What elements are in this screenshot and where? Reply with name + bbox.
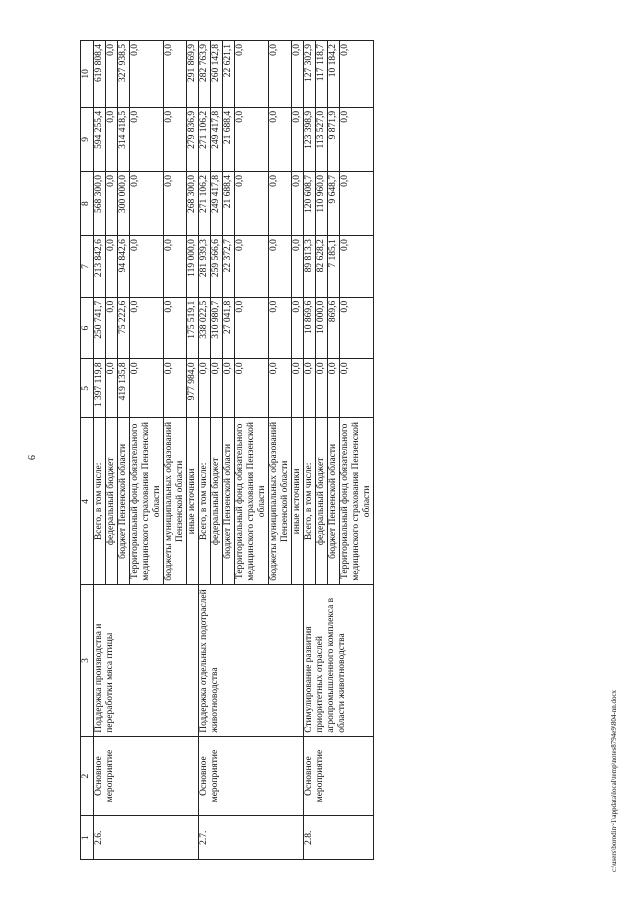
- col-header: 3: [81, 585, 94, 736]
- amount-cell: 279 836,9: [187, 107, 199, 171]
- amount-cell: 0,0: [164, 41, 187, 108]
- funding-source: бюджеты муниципальных образований Пензенской области: [269, 418, 292, 585]
- col-header: 2: [81, 736, 94, 816]
- amount-cell: 338 022,5: [199, 297, 211, 359]
- amount-cell: 300 000,0: [118, 172, 130, 236]
- amount-cell: 7 185,1: [328, 236, 340, 298]
- amount-cell: 0,0: [235, 359, 269, 418]
- amount-cell: 0,0: [130, 359, 164, 418]
- amount-cell: 977 984,0: [187, 359, 199, 418]
- amount-cell: 0,0: [164, 107, 187, 171]
- amount-cell: 250 741,7: [94, 297, 106, 359]
- amount-cell: 0,0: [130, 236, 164, 298]
- funding-source: Всего, в том числе:: [94, 418, 106, 585]
- amount-cell: 113 527,0: [316, 107, 328, 171]
- amount-cell: 0,0: [235, 297, 269, 359]
- amount-cell: 117 118,7: [316, 41, 328, 108]
- amount-cell: 213 842,6: [94, 236, 106, 298]
- amount-cell: 0,0: [223, 359, 235, 418]
- funding-source: иные источники: [292, 418, 304, 585]
- rotated-page: [80, 40, 374, 860]
- amount-cell: 10 869,6: [304, 297, 316, 359]
- table-body: [94, 41, 374, 860]
- amount-cell: 0,0: [340, 236, 374, 298]
- amount-cell: 89 813,3: [304, 236, 316, 298]
- amount-cell: 268 300,0: [187, 172, 199, 236]
- funding-source: Территориальный фонд обязательного медицинского страхования Пензенской области: [340, 418, 374, 585]
- amount-cell: 127 302,9: [304, 41, 316, 108]
- amount-cell: 0,0: [269, 172, 292, 236]
- funding-source: федеральный бюджет: [106, 418, 118, 585]
- amount-cell: 9 648,7: [328, 172, 340, 236]
- amount-cell: 419 135,8: [118, 359, 130, 418]
- amount-cell: 21 688,4: [223, 172, 235, 236]
- amount-cell: 0,0: [292, 172, 304, 236]
- file-path: c:\users\borodin~1\appdata\local\temp\notes8794e9\804-nn.docx: [610, 689, 618, 872]
- row-name: Поддержка отдельных подотраслей животноводства: [199, 585, 304, 736]
- amount-cell: 0,0: [340, 107, 374, 171]
- row-type: Основное мероприятие: [94, 736, 199, 816]
- amount-cell: 21 688,4: [223, 107, 235, 171]
- amount-cell: 22 621,1: [223, 41, 235, 108]
- row-type: Основное мероприятие: [304, 736, 374, 816]
- amount-cell: 0,0: [106, 359, 118, 418]
- amount-cell: 175 519,1: [187, 297, 199, 359]
- amount-cell: 0,0: [328, 359, 340, 418]
- amount-cell: 0,0: [164, 297, 187, 359]
- amount-cell: 120 608,7: [304, 172, 316, 236]
- amount-cell: 259 566,6: [211, 236, 223, 298]
- page-number: 9: [25, 455, 36, 460]
- amount-cell: 0,0: [235, 107, 269, 171]
- amount-cell: 0,0: [130, 297, 164, 359]
- amount-cell: 0,0: [106, 41, 118, 108]
- amount-cell: 619 808,4: [94, 41, 106, 108]
- amount-cell: 0,0: [106, 297, 118, 359]
- amount-cell: 0,0: [340, 359, 374, 418]
- amount-cell: 291 869,9: [187, 41, 199, 108]
- funding-source: федеральный бюджет: [211, 418, 223, 585]
- amount-cell: 22 372,7: [223, 236, 235, 298]
- table-row: [304, 41, 316, 860]
- amount-cell: 568 300,0: [94, 172, 106, 236]
- row-number: 2.6.: [94, 816, 199, 860]
- col-header: 10: [81, 41, 94, 108]
- amount-cell: 327 938,5: [118, 41, 130, 108]
- funding-source: Всего, в том числе:: [304, 418, 316, 585]
- amount-cell: 594 255,4: [94, 107, 106, 171]
- funding-source: бюджет Пензенской области: [118, 418, 130, 585]
- funding-source: бюджет Пензенской области: [328, 418, 340, 585]
- row-name: Поддержка производства и переработки мяса птицы: [94, 585, 199, 736]
- amount-cell: 0,0: [292, 236, 304, 298]
- funding-source: Всего, в том числе:: [199, 418, 211, 585]
- funding-table: [80, 40, 374, 860]
- amount-cell: 9 871,9: [328, 107, 340, 171]
- amount-cell: 281 939,3: [199, 236, 211, 298]
- amount-cell: 0,0: [106, 172, 118, 236]
- amount-cell: 271 106,2: [199, 172, 211, 236]
- amount-cell: 0,0: [130, 107, 164, 171]
- amount-cell: 0,0: [106, 107, 118, 171]
- amount-cell: 0,0: [164, 236, 187, 298]
- amount-cell: 869,6: [328, 297, 340, 359]
- amount-cell: 0,0: [269, 236, 292, 298]
- amount-cell: 27 041,8: [223, 297, 235, 359]
- col-header: 6: [81, 297, 94, 359]
- amount-cell: 0,0: [235, 41, 269, 108]
- amount-cell: 110 960,0: [316, 172, 328, 236]
- amount-cell: 82 628,2: [316, 236, 328, 298]
- amount-cell: 282 763,9: [199, 41, 211, 108]
- funding-source: Территориальный фонд обязательного медицинского страхования Пензенской области: [130, 418, 164, 585]
- column-numbers-row: [81, 41, 94, 860]
- amount-cell: 0,0: [235, 172, 269, 236]
- amount-cell: 10 000,0: [316, 297, 328, 359]
- amount-cell: 249 417,8: [211, 172, 223, 236]
- row-number: 2.7.: [199, 816, 304, 860]
- amount-cell: 0,0: [292, 297, 304, 359]
- amount-cell: 119 000,0: [187, 236, 199, 298]
- amount-cell: 0,0: [130, 172, 164, 236]
- col-header: 4: [81, 418, 94, 585]
- amount-cell: 0,0: [164, 172, 187, 236]
- row-name: Стимулирование развития приоритетных отраслей агропромышленного комплекса в области животноводства: [304, 585, 374, 736]
- funding-source: бюджеты муниципальных образований Пензенской области: [164, 418, 187, 585]
- amount-cell: 310 980,7: [211, 297, 223, 359]
- amount-cell: 0,0: [269, 41, 292, 108]
- amount-cell: 0,0: [269, 297, 292, 359]
- amount-cell: 0,0: [340, 172, 374, 236]
- table-row: [94, 41, 106, 860]
- amount-cell: 0,0: [292, 359, 304, 418]
- col-header: 7: [81, 236, 94, 298]
- amount-cell: 0,0: [292, 107, 304, 171]
- col-header: 5: [81, 359, 94, 418]
- amount-cell: 271 106,2: [199, 107, 211, 171]
- row-number: 2.8.: [304, 816, 374, 860]
- funding-source: федеральный бюджет: [316, 418, 328, 585]
- funding-source: иные источники: [187, 418, 199, 585]
- amount-cell: 0,0: [269, 107, 292, 171]
- amount-cell: 0,0: [316, 359, 328, 418]
- amount-cell: 0,0: [164, 359, 187, 418]
- amount-cell: 0,0: [106, 236, 118, 298]
- amount-cell: 0,0: [340, 41, 374, 108]
- amount-cell: 0,0: [340, 297, 374, 359]
- amount-cell: 260 142,8: [211, 41, 223, 108]
- col-header: 9: [81, 107, 94, 171]
- amount-cell: 0,0: [130, 41, 164, 108]
- amount-cell: 0,0: [199, 359, 211, 418]
- funding-source: бюджет Пензенской области: [223, 418, 235, 585]
- col-header: 1: [81, 816, 94, 860]
- funding-source: Территориальный фонд обязательного медицинского страхования Пензенской области: [235, 418, 269, 585]
- amount-cell: 0,0: [235, 236, 269, 298]
- amount-cell: 0,0: [211, 359, 223, 418]
- amount-cell: 249 417,8: [211, 107, 223, 171]
- amount-cell: 0,0: [304, 359, 316, 418]
- amount-cell: 94 842,6: [118, 236, 130, 298]
- amount-cell: 0,0: [292, 41, 304, 108]
- amount-cell: 314 418,5: [118, 107, 130, 171]
- col-header: 8: [81, 172, 94, 236]
- amount-cell: 123 398,9: [304, 107, 316, 171]
- amount-cell: 0,0: [269, 359, 292, 418]
- amount-cell: 1 397 119,8: [94, 359, 106, 418]
- amount-cell: 10 184,2: [328, 41, 340, 108]
- table-row: [199, 41, 211, 860]
- amount-cell: 75 222,6: [118, 297, 130, 359]
- row-type: Основное мероприятие: [199, 736, 304, 816]
